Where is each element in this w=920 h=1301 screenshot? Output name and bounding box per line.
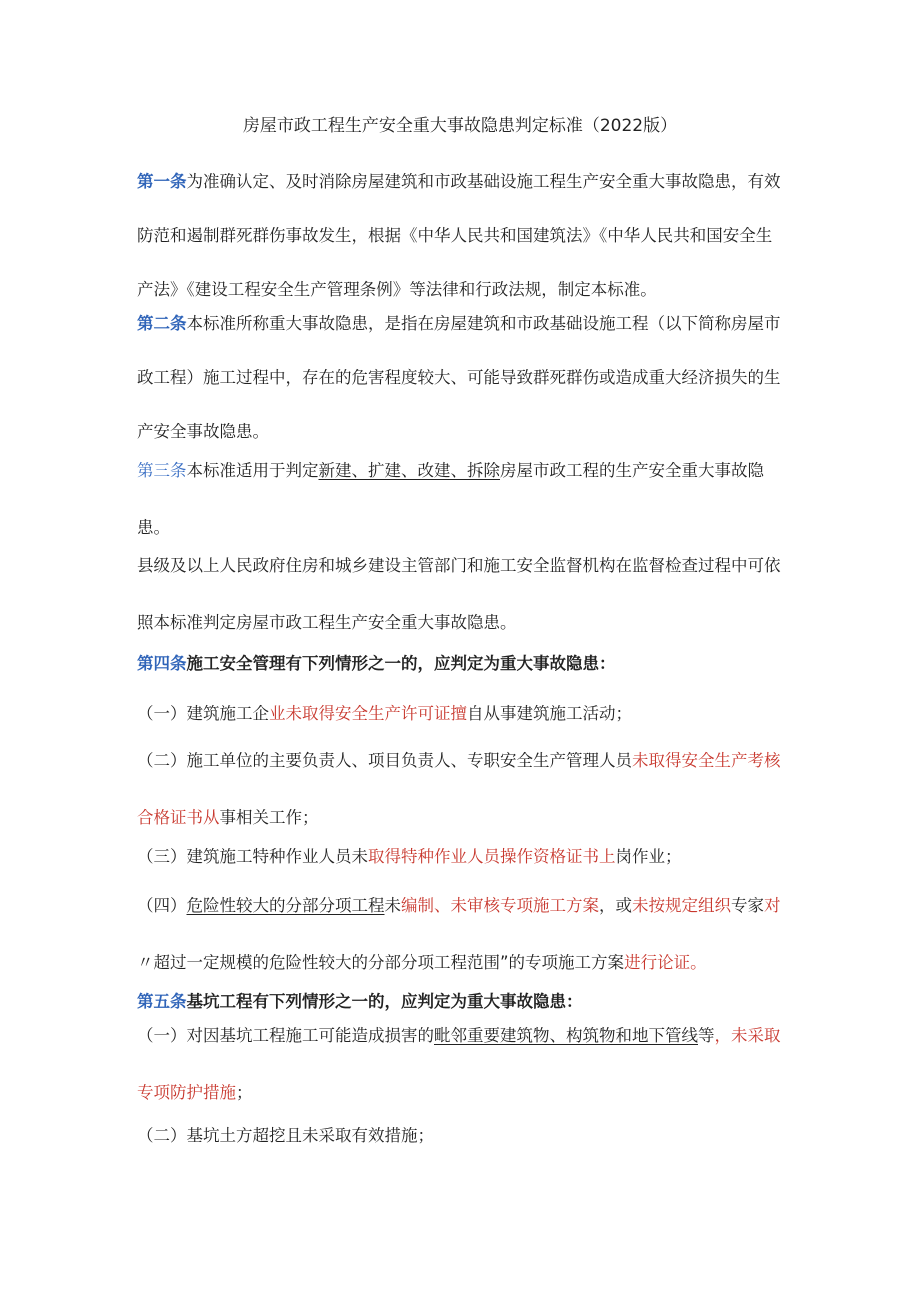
item-text: （一）建筑施工企 (137, 704, 269, 723)
item-text: （三）建筑施工特种作业人员未 (137, 847, 368, 866)
article-2 (137, 297, 787, 459)
item-underlined-text: 毗邻重要建筑物、构筑物和地下管线 (434, 1026, 698, 1045)
article-2-heading: 第二条 (137, 314, 187, 333)
article-4-body: 施工安全管理有下列情形之一的，应判定为重大事故隐患： (186, 654, 616, 673)
article-3-underlined: 新建、扩建、改建、拆除 (318, 461, 500, 480)
item-text: 岗作业； (615, 847, 682, 866)
article-2-body: 本标准所称重大事故隐患，是指在房屋建筑和市政基础设施工程（以下简称房屋市政工程）施工过程中，存在的危害程度较大、可能导致群死群伤或造成重大经济损失的生产安全事故隐患。 (137, 314, 781, 441)
item-red-text: 取得特种作业人员操作资格证书上 (368, 847, 616, 866)
item-red-text: 未取得安全生产考核合格证书从 (137, 751, 781, 827)
item-text: 事相关工作； (219, 808, 319, 827)
article-4-item-1 (137, 701, 787, 727)
item-text: （二）施工单位的主要负责人、项目负责人、专职安全生产管理人员 (137, 751, 632, 770)
item-red-text: 业未取得安全生产许可证擅 (269, 704, 467, 723)
article-5-item-1 (137, 1007, 787, 1121)
item-red-text: 未按规定组织 (632, 896, 731, 915)
article-4-item-2 (137, 732, 787, 846)
item-red-text: 编制、未审核专项施工方案 (401, 896, 599, 915)
item-red-text: 对 (764, 896, 781, 915)
article-5-item-2: （二）基坑土方超挖且未采取有效措施； (137, 1126, 434, 1145)
article-1 (137, 155, 787, 317)
article-5-body: 基坑工程有下列情形之一的，应判定为重大事故隐患： (186, 992, 583, 1011)
item-text: ； (236, 1083, 253, 1102)
article-4 (137, 651, 787, 677)
document-title: 房屋市政工程生产安全重大事故隐患判定标准（2022版） (242, 116, 678, 136)
item-text: 〃超过一定规模的危险性较大的分部分项工程范围”的专项施工方案 (137, 953, 625, 972)
article-1-heading: 第一条 (137, 172, 187, 191)
article-1-body: 为准确认定、及时消除房屋建筑和市政基础设施工程生产安全重大事故隐患，有效防范和遏制群死群伤事故发生，根据《中华人民共和国建筑法》《中华人民共和国安全生产法》《建设工程安全生产管理条例》等法律和行政法规，制定本标准。 (137, 172, 781, 299)
item-text: （一）对因基坑工程施工可能造成损害的 (137, 1026, 434, 1045)
item-red-text: 进行论证。 (624, 953, 707, 972)
article-5-heading: 第五条 (137, 992, 187, 1011)
item-underlined-text: 危险性较大的分部分项工程 (186, 896, 385, 915)
article-4-heading: 第四条 (137, 654, 187, 673)
item-text: 专家 (731, 896, 764, 915)
item-text: 等 (698, 1026, 715, 1045)
item-text: （四） (137, 896, 187, 915)
article-4-item-3 (137, 844, 787, 870)
item-text: ，或 (599, 896, 632, 915)
item-text: 未 (384, 896, 401, 915)
article-3-post: 房屋市政工程的生产安全重大事故隐患。 (137, 461, 764, 537)
item-red-text: ，未采取专项防护措施 (137, 1026, 781, 1102)
article-3-pre: 本标准适用于判定 (186, 461, 319, 480)
article-4-item-4 (137, 877, 787, 991)
item-text: 自从事建筑施工活动； (467, 704, 632, 723)
article-3-heading: 第三条 (137, 461, 187, 480)
article-3-note: 县级及以上人民政府住房和城乡建设主管部门和施工安全监督机构在监督检查过程中可依照本标准判定房屋市政工程生产安全重大事故隐患。 (137, 556, 781, 632)
